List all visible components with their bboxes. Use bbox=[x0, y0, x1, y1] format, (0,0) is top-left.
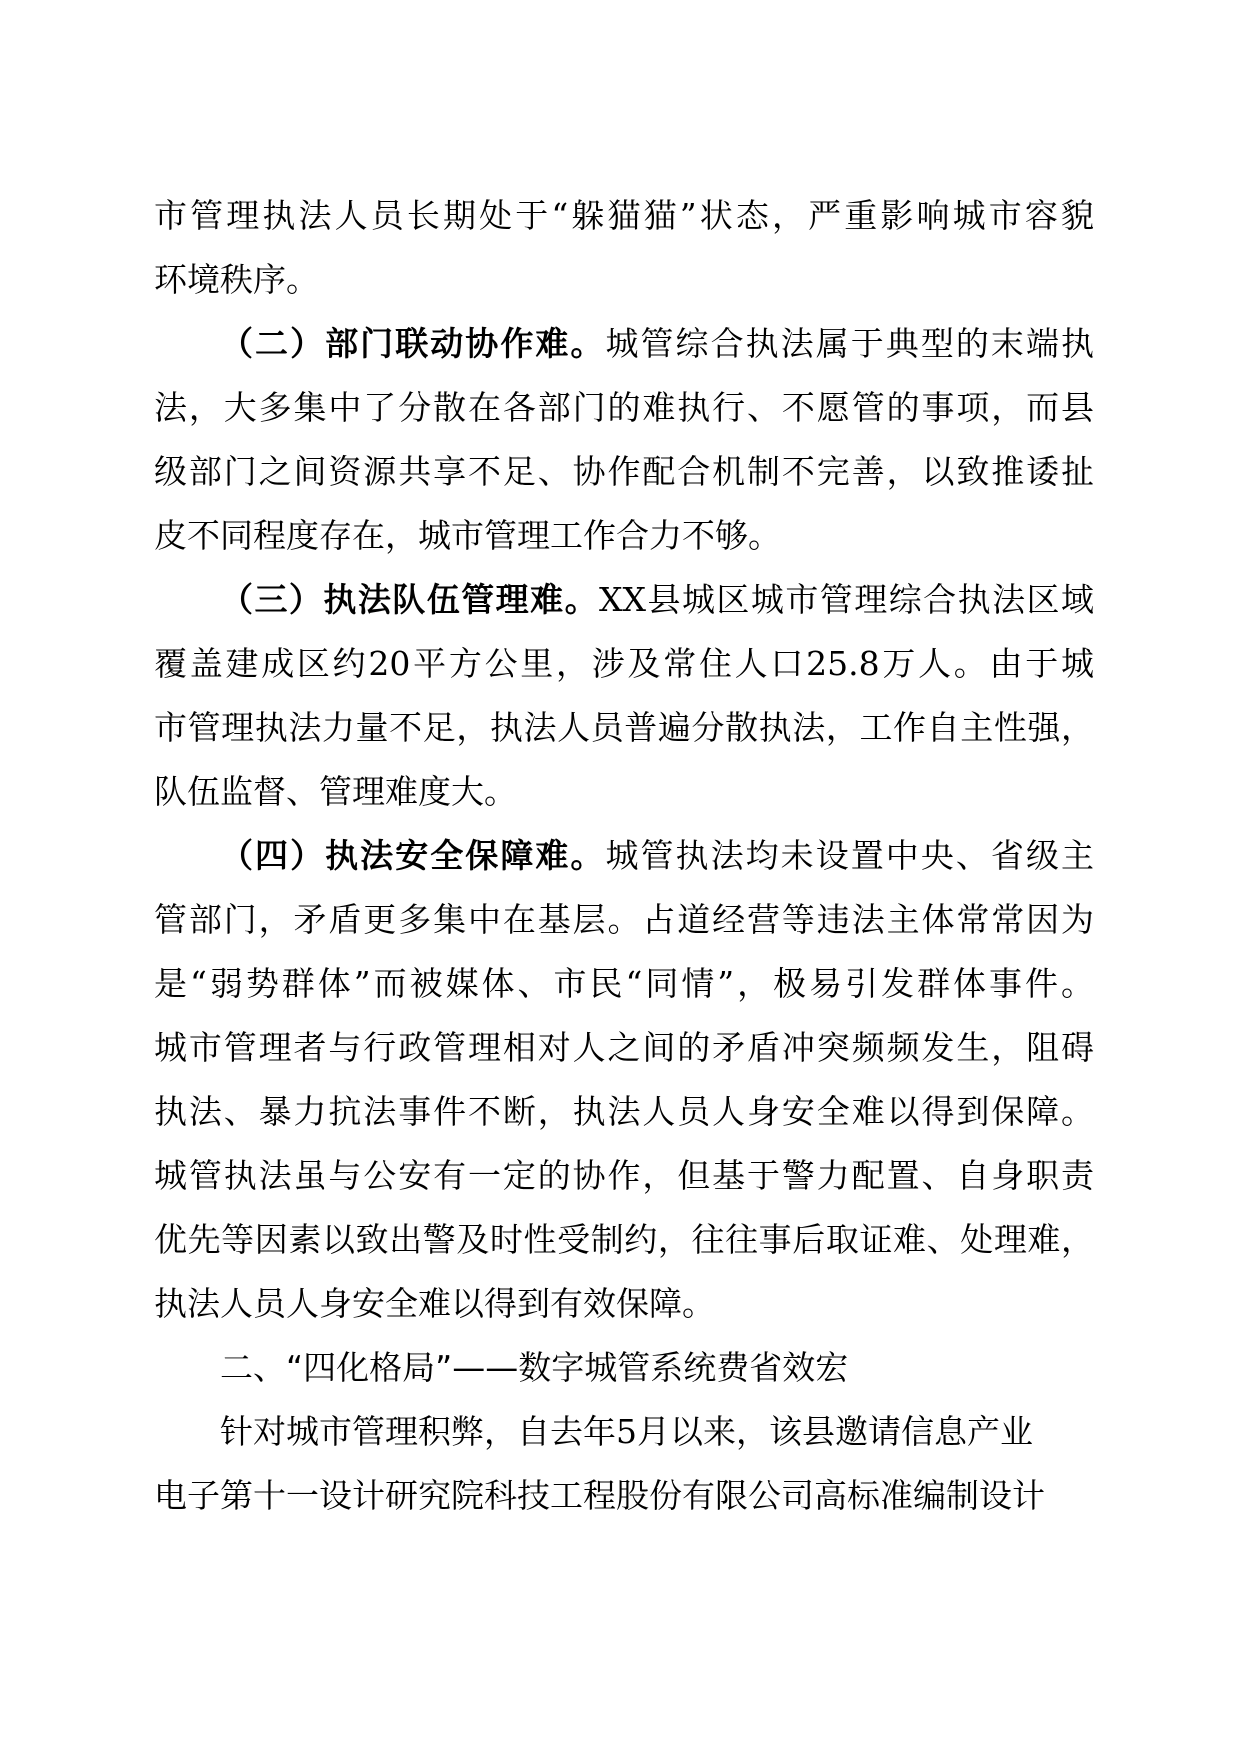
section-title: （二）部门联动协作难。 bbox=[220, 324, 606, 363]
body-line: 法，大多集中了分散在各部门的难执行、不愿管的事项，而县 bbox=[154, 388, 1094, 427]
section-heading-line: （四）执法安全保障难。城管执法均未设置中央、省级主 bbox=[220, 836, 1094, 875]
section-title: （三）执法队伍管理难。 bbox=[220, 580, 600, 619]
body-line: 城管执法虽与公安有一定的协作，但基于警力配置、自身职责 bbox=[154, 1156, 1094, 1195]
body-line: 市管理执法力量不足，执法人员普遍分散执法，工作自主性强， bbox=[154, 708, 1094, 747]
body-line: 执法人员人身安全难以得到有效保障。 bbox=[154, 1284, 715, 1323]
body-line: 是“弱势群体”而被媒体、市民“同情”，极易引发群体事件。 bbox=[154, 964, 1094, 1003]
body-line: 电子第十一设计研究院科技工程股份有限公司高标准编制设计 bbox=[154, 1476, 1045, 1515]
section-title: （四）执法安全保障难。 bbox=[220, 836, 606, 875]
body-line: 市管理执法人员长期处于“躲猫猫”状态，严重影响城市容貌 bbox=[154, 196, 1094, 235]
body-line: 针对城市管理积弊，自去年5月以来，该县邀请信息产业 bbox=[220, 1412, 1033, 1451]
section-heading-line: （二）部门联动协作难。城管综合执法属于典型的末端执 bbox=[220, 324, 1094, 363]
body-line: 皮不同程度存在，城市管理工作合力不够。 bbox=[154, 516, 781, 555]
body-line: 覆盖建成区约20平方公里，涉及常住人口25.8万人。由于城 bbox=[154, 644, 1094, 683]
body-line: 环境秩序。 bbox=[154, 260, 319, 299]
section-heading-line: （三）执法队伍管理难。XX县城区城市管理综合执法区域 bbox=[220, 580, 1094, 619]
body-line: 队伍监督、管理难度大。 bbox=[154, 772, 517, 811]
body-line: 管部门，矛盾更多集中在基层。占道经营等违法主体常常因为 bbox=[154, 900, 1094, 939]
body-line: 优先等因素以致出警及时性受制约，往往事后取证难、处理难， bbox=[154, 1220, 1094, 1259]
chapter-heading: 二、“四化格局”——数字城管系统费省效宏 bbox=[220, 1348, 849, 1387]
body-line: 执法、暴力抗法事件不断，执法人员人身安全难以得到保障。 bbox=[154, 1092, 1094, 1131]
body-line: 级部门之间资源共享不足、协作配合机制不完善，以致推诿扯 bbox=[154, 452, 1094, 491]
body-line: 城市管理者与行政管理相对人之间的矛盾冲突频频发生，阻碍 bbox=[154, 1028, 1094, 1067]
